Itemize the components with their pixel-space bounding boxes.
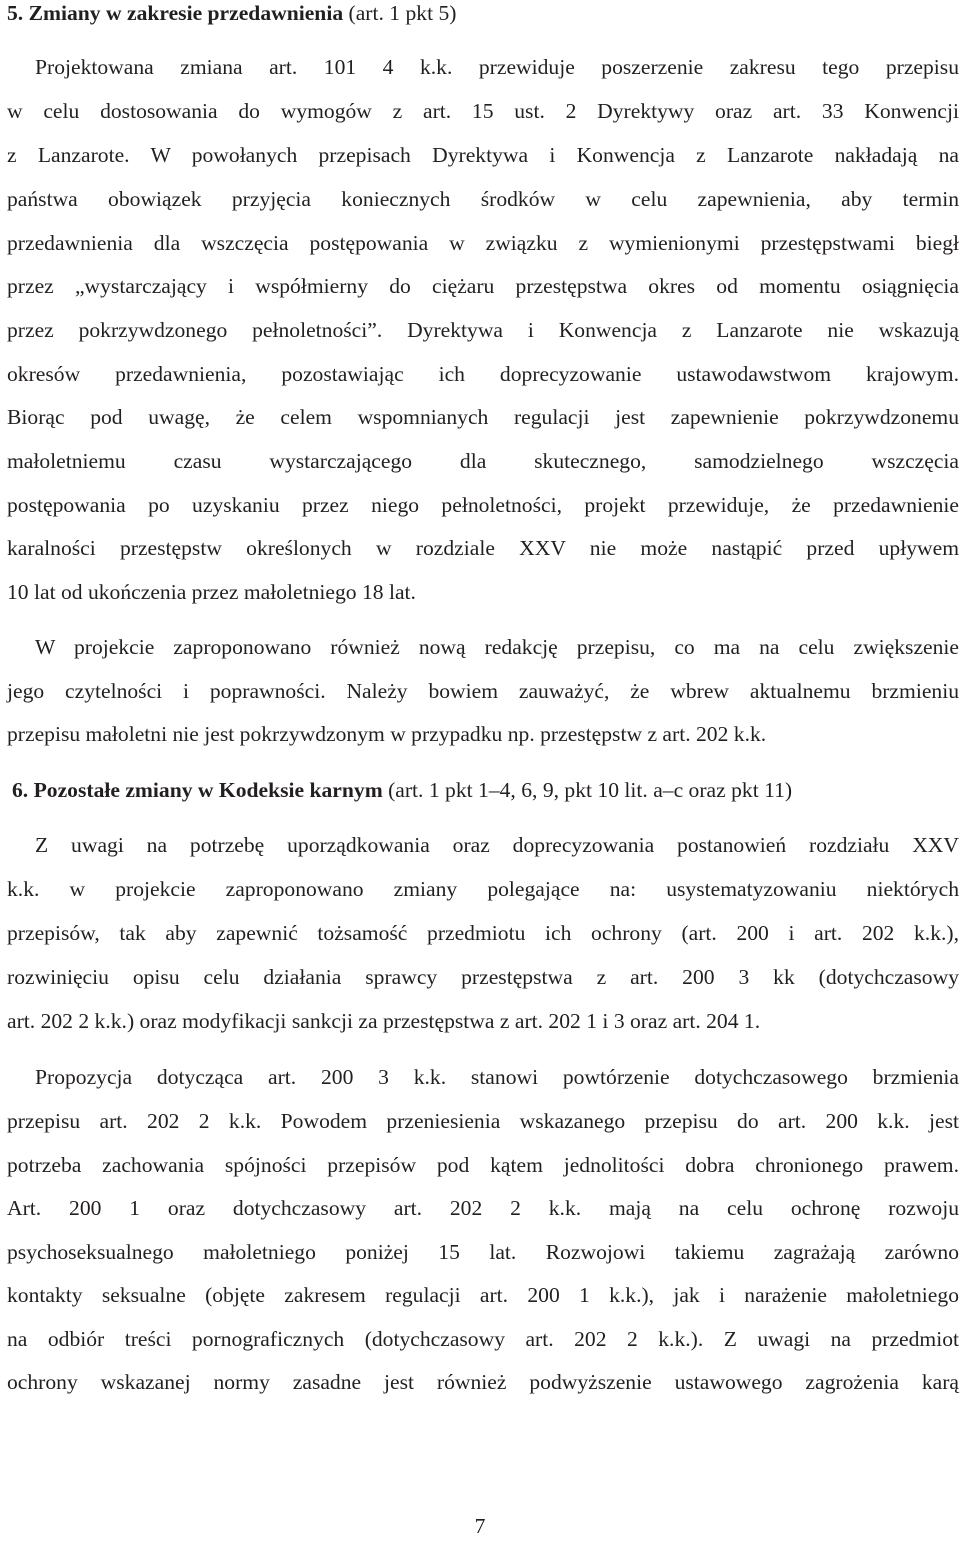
section-6-heading [12, 772, 792, 808]
text-line: przez pokrzywdzonego pełnoletności”. Dyrektywa i Konwencja z Lanzarote nie wskazują [7, 318, 959, 342]
text-line: w celu dostosowania do wymogów z art. 15 ust. 2 Dyrektywy oraz art. 33 Konwencji [7, 99, 959, 123]
section-6-number: 6. [12, 778, 29, 802]
text-line: przepisu małoletni nie jest pokrzywdzonym w przypadku np. przestępstw z art. 202 k.k. [7, 722, 767, 746]
text-line: przez „wystarczający i współmierny do ciężaru przestępstwa okres od momentu osiągnięcia [7, 274, 959, 298]
text-line: z Lanzarote. W powołanych przepisach Dyrektywa i Konwencja z Lanzarote nakładają na [7, 143, 959, 167]
text-line: k.k. w projekcie zaproponowano zmiany polegające na: usystematyzowaniu niektórych [7, 877, 959, 901]
text-line: państwa obowiązek przyjęcia koniecznych środków w celu zapewnienia, aby termin [7, 187, 959, 211]
text-line: Biorąc pod uwagę, że celem wspomnianych regulacji jest zapewnienie pokrzywdzonemu [7, 405, 959, 429]
section-6-title: Pozostałe zmiany w Kodeksie karnym [33, 778, 383, 802]
text-line: Z uwagi na potrzebę uporządkowania oraz doprecyzowania postanowień rozdziału XXV [35, 833, 959, 857]
text-line: W projekcie zaproponowano również nową redakcję przepisu, co ma na celu zwiększenie [35, 635, 959, 659]
text-line: Projektowana zmiana art. 101 4 k.k. przewiduje poszerzenie zakresu tego przepisu [35, 55, 959, 79]
text-line: 10 lat od ukończenia przez małoletniego 18 lat. [7, 580, 416, 604]
text-line: Propozycja dotycząca art. 200 3 k.k. stanowi powtórzenie dotychczasowego brzmienia [35, 1065, 959, 1089]
text-line: ochrony wskazanej normy zasadne jest również podwyższenie ustawowego zagrożenia karą [7, 1370, 959, 1394]
text-line: okresów przedawnienia, pozostawiając ich doprecyzowanie ustawodawstwom krajowym. [7, 362, 959, 386]
section-5-heading [7, 0, 456, 31]
text-line: karalności przestępstw określonych w rozdziale XXV nie może nastąpić przed upływem [7, 536, 959, 560]
text-line: na odbiór treści pornograficznych (dotychczasowy art. 202 2 k.k.). Z uwagi na przedmiot [7, 1327, 959, 1351]
text-line: rozwinięciu opisu celu działania sprawcy przestępstwa z art. 200 3 kk (dotychczasowy [7, 965, 959, 989]
text-line: Art. 200 1 oraz dotychczasowy art. 202 2 k.k. mają na celu ochronę rozwoju [7, 1196, 959, 1220]
section-6-ref: (art. 1 pkt 1–4, 6, 9, pkt 10 lit. a–c oraz pkt 11) [388, 778, 793, 802]
page-number: 7 [474, 1514, 486, 1538]
text-line: psychoseksualnego małoletniego poniżej 15 lat. Rozwojowi takiemu zagrażają zarówno [7, 1240, 959, 1264]
text-line: jego czytelności i poprawności. Należy bowiem zauważyć, że wbrew aktualnemu brzmieniu [7, 679, 959, 703]
text-line: postępowania po uzyskaniu przez niego pełnoletności, projekt przewiduje, że przedawnienie [7, 493, 959, 517]
text-line: potrzeba zachowania spójności przepisów pod kątem jednolitości dobra chronionego prawem. [7, 1153, 959, 1177]
section-5-ref: (art. 1 pkt 5) [348, 1, 457, 25]
text-line: przepisu art. 202 2 k.k. Powodem przeniesienia wskazanego przepisu do art. 200 k.k. jest [7, 1109, 959, 1133]
section-5-title: Zmiany w zakresie przedawnienia [28, 1, 344, 25]
text-line: małoletniemu czasu wystarczającego dla skutecznego, samodzielnego wszczęcia [7, 449, 959, 473]
text-line: art. 202 2 k.k.) oraz modyfikacji sankcji za przestępstwa z art. 202 1 i 3 oraz art. 204 1. [7, 1009, 761, 1033]
text-line: kontakty seksualne (objęte zakresem regulacji art. 200 1 k.k.), jak i narażenie małoletniego [7, 1283, 959, 1307]
text-line: przedawnienia dla wszczęcia postępowania w związku z wymienionymi przestępstwami biegł [7, 231, 959, 255]
text-line: przepisów, tak aby zapewnić tożsamość przedmiotu ich ochrony (art. 200 i art. 202 k.k.), [7, 921, 959, 945]
section-5-number: 5. [7, 1, 24, 25]
